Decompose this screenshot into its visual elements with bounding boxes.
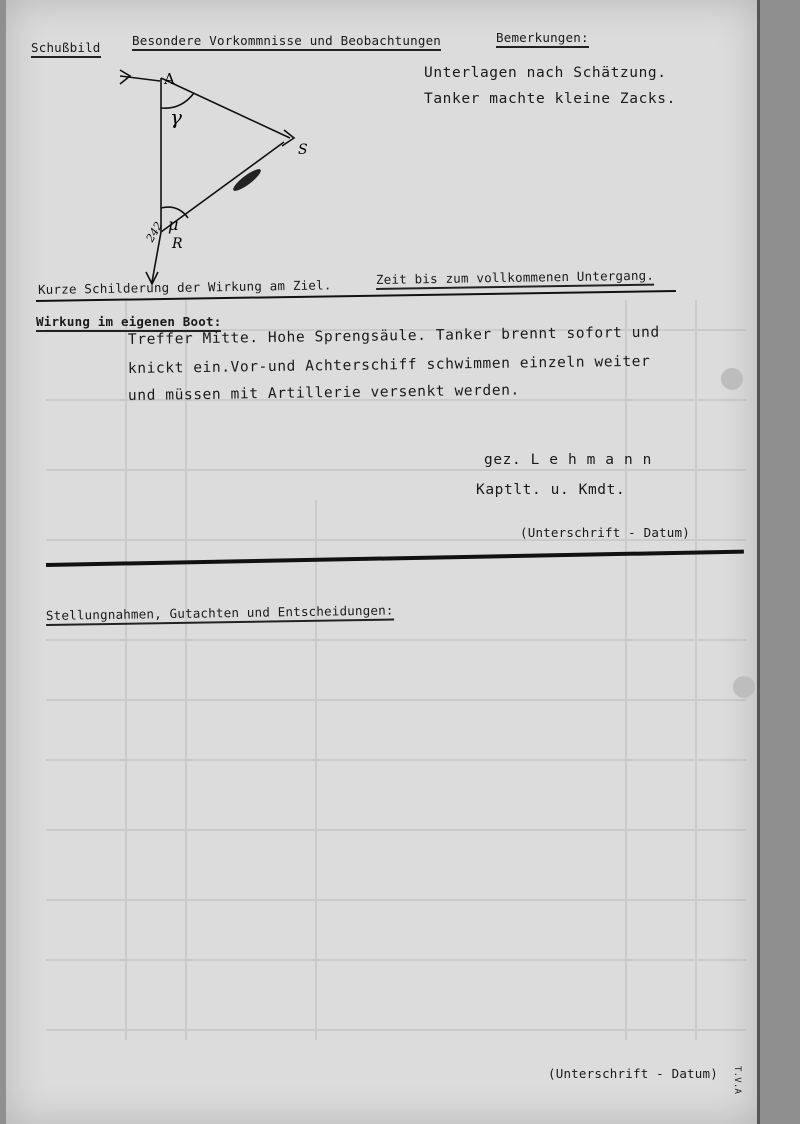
remark-line-1: Unterlagen nach Schätzung. <box>424 65 667 81</box>
untergang-heading: Zeit bis zum vollkommenen Untergang. <box>376 268 654 290</box>
sketch-label-gamma: γ <box>170 105 182 129</box>
remark-line-2: Tanker machte kleine Zacks. <box>424 91 676 107</box>
sketch-label-r: R <box>172 236 183 252</box>
report-line-1: Treffer Mitte. Hohe Sprengsäule. Tanker brennt sofort und <box>127 324 660 348</box>
punch-hole-bottom <box>733 676 755 698</box>
schilderung-heading: Kurze Schilderung der Wirkung am Ziel. <box>37 277 332 297</box>
torpedo-icon <box>231 166 264 194</box>
report-line-2: knickt ein.Vor-und Achterschiff schwimmen einzeln weiter <box>127 353 651 377</box>
bemerkungen-heading: Bemerkungen: <box>496 30 589 48</box>
sketch-arrowhead-s <box>282 130 294 146</box>
paper-edge <box>757 0 760 1124</box>
sketch-label-s: S <box>298 142 308 158</box>
signature-caption: (Unterschrift - Datum) <box>520 525 690 540</box>
schussbild-heading: Schußbild <box>31 40 101 58</box>
punch-hole-top <box>721 368 743 390</box>
signature-name: gez. L e h m a n n <box>484 452 652 468</box>
attack-sketch <box>86 60 326 300</box>
signature-caption-2: (Unterschrift - Datum) <box>548 1066 718 1081</box>
sketch-label-number: 242 <box>143 219 166 245</box>
stellungnahmen-heading: Stellungnahmen, Gutachten und Entscheidungen: <box>46 603 394 626</box>
document-page <box>6 0 758 1124</box>
report-line-3: und müssen mit Artillerie versenkt werden. <box>127 382 520 404</box>
margin-code: T.V.A <box>732 1066 742 1095</box>
signature-rank: Kaptlt. u. Kmdt. <box>476 482 626 498</box>
sketch-label-a: A <box>164 70 175 88</box>
wirkung-boot-heading: Wirkung im eigenen Boot: <box>36 314 221 332</box>
vorkommnisse-heading: Besondere Vorkommnisse und Beobachtungen <box>132 33 441 51</box>
sketch-label-mu: μ <box>168 215 179 234</box>
sketch-line-r-s <box>161 142 284 232</box>
